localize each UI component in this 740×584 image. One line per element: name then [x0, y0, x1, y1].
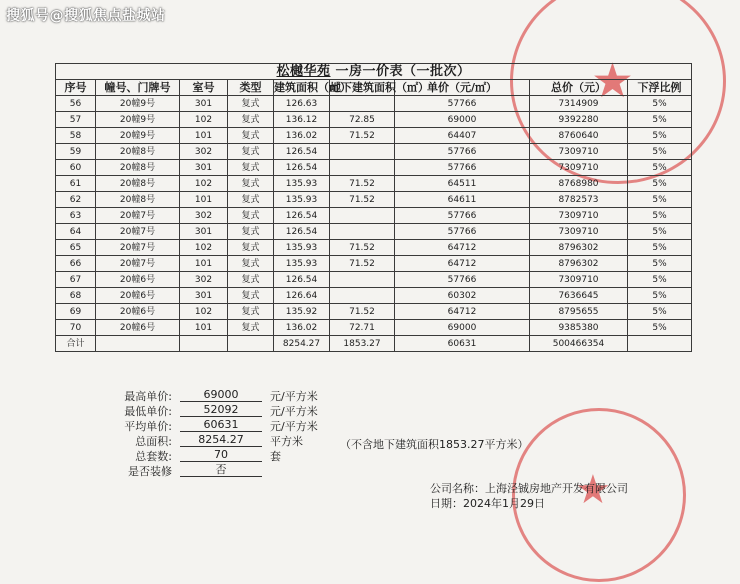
table-cell: [330, 96, 395, 112]
table-cell: 复式: [228, 96, 274, 112]
table-cell: 5%: [628, 160, 692, 176]
summary-value: 否: [180, 463, 262, 477]
table-cell: 7309710: [530, 272, 628, 288]
table-cell: 71.52: [330, 256, 395, 272]
table-cell: 71.52: [330, 128, 395, 144]
summary-value: 8254.27: [180, 433, 262, 447]
table-row: [56, 112, 692, 128]
area-note: （不含地下建筑面积1853.27平方米）: [340, 438, 529, 451]
table-cell: 7309710: [530, 144, 628, 160]
summary-label: 平均单价:: [124, 420, 172, 433]
table-cell: 302: [180, 272, 228, 288]
table-cell: 126.54: [274, 144, 330, 160]
table-cell: 71.52: [330, 304, 395, 320]
table-cell: 135.93: [274, 256, 330, 272]
table-cell: 301: [180, 96, 228, 112]
table-cell: 复式: [228, 240, 274, 256]
summary-unit: 平方米: [270, 435, 303, 448]
table-row: [56, 208, 692, 224]
table-cell: 68: [56, 288, 96, 304]
table-cell: 64511: [395, 176, 530, 192]
total-cell: [628, 336, 692, 352]
table-cell: 20幢6号: [96, 304, 180, 320]
table-cell: 65: [56, 240, 96, 256]
table-cell: 复式: [228, 320, 274, 336]
table-cell: 101: [180, 192, 228, 208]
table-cell: 复式: [228, 288, 274, 304]
table-title-text: 一房一价表（一批次）: [335, 63, 471, 79]
table-cell: 126.63: [274, 96, 330, 112]
table-cell: 20幢9号: [96, 128, 180, 144]
table-cell: 71.52: [330, 176, 395, 192]
table-cell: 101: [180, 320, 228, 336]
table-cell: 69000: [395, 112, 530, 128]
table-cell: 57766: [395, 144, 530, 160]
table-cell: 57766: [395, 224, 530, 240]
table-row: [56, 288, 692, 304]
column-header: 单价（元/㎡）: [395, 80, 530, 96]
table-cell: 复式: [228, 144, 274, 160]
table-row: [56, 160, 692, 176]
total-cell: 60631: [395, 336, 530, 352]
table-cell: 复式: [228, 208, 274, 224]
table-row: [56, 304, 692, 320]
table-cell: 7314909: [530, 96, 628, 112]
table-cell: 101: [180, 256, 228, 272]
table-cell: 9385380: [530, 320, 628, 336]
table-cell: 69: [56, 304, 96, 320]
table-cell: 5%: [628, 320, 692, 336]
table-cell: 126.54: [274, 224, 330, 240]
table-cell: 69000: [395, 320, 530, 336]
total-row: [56, 336, 692, 352]
company-info: [430, 481, 628, 511]
table-row: [56, 96, 692, 112]
total-cell: 合计: [56, 336, 96, 352]
table-cell: 7309710: [530, 208, 628, 224]
table-cell: 复式: [228, 224, 274, 240]
column-header: 下浮比例: [628, 80, 692, 96]
column-header: 幢号、门牌号: [96, 80, 180, 96]
table-cell: 复式: [228, 272, 274, 288]
table-cell: 57: [56, 112, 96, 128]
table-cell: 56: [56, 96, 96, 112]
watermark-text: 搜狐号@搜狐焦点盐城站: [6, 8, 166, 24]
table-cell: 126.54: [274, 272, 330, 288]
column-header: 序号: [56, 80, 96, 96]
table-cell: 20幢7号: [96, 240, 180, 256]
table-cell: 64712: [395, 240, 530, 256]
table-cell: 67: [56, 272, 96, 288]
seal-star-icon: ★: [591, 53, 635, 109]
table-cell: 301: [180, 224, 228, 240]
table-cell: 61: [56, 176, 96, 192]
table-cell: 复式: [228, 112, 274, 128]
table-cell: 5%: [628, 128, 692, 144]
table-cell: 72.85: [330, 112, 395, 128]
table-cell: 102: [180, 304, 228, 320]
table-cell: 20幢6号: [96, 272, 180, 288]
total-cell: 1853.27: [330, 336, 395, 352]
price-table: [55, 63, 692, 352]
table-cell: 8796302: [530, 256, 628, 272]
table-cell: 20幢9号: [96, 112, 180, 128]
table-row: [56, 240, 692, 256]
total-cell: [180, 336, 228, 352]
table-cell: [330, 272, 395, 288]
summary-label: 是否装修: [128, 465, 172, 478]
total-cell: [228, 336, 274, 352]
table-cell: 复式: [228, 304, 274, 320]
table-cell: 57766: [395, 208, 530, 224]
table-cell: 20幢8号: [96, 192, 180, 208]
table-cell: 60302: [395, 288, 530, 304]
table-cell: 20幢7号: [96, 224, 180, 240]
table-cell: 71.52: [330, 192, 395, 208]
table-cell: 126.54: [274, 160, 330, 176]
table-row: [56, 256, 692, 272]
column-header: 室号: [180, 80, 228, 96]
table-cell: [330, 208, 395, 224]
table-cell: 102: [180, 112, 228, 128]
table-cell: 7636645: [530, 288, 628, 304]
table-cell: 复式: [228, 160, 274, 176]
table-body: [56, 96, 692, 352]
table-cell: 5%: [628, 208, 692, 224]
table-cell: 64712: [395, 256, 530, 272]
table-cell: 102: [180, 240, 228, 256]
table-cell: 5%: [628, 240, 692, 256]
summary-unit: 元/平方米: [270, 390, 318, 403]
table-cell: 302: [180, 208, 228, 224]
table-cell: 20幢7号: [96, 256, 180, 272]
table-row: [56, 192, 692, 208]
summary-unit: 元/平方米: [270, 405, 318, 418]
table-cell: 5%: [628, 256, 692, 272]
table-cell: 20幢7号: [96, 208, 180, 224]
table-cell: 20幢9号: [96, 96, 180, 112]
table-row: [56, 128, 692, 144]
table-cell: 5%: [628, 176, 692, 192]
table-cell: 62: [56, 192, 96, 208]
table-cell: 5%: [628, 272, 692, 288]
table-cell: 8782573: [530, 192, 628, 208]
table-cell: 8760640: [530, 128, 628, 144]
table-cell: 5%: [628, 304, 692, 320]
total-cell: 8254.27: [274, 336, 330, 352]
company-name: 公司名称：上海泾铖房地产开发有限公司: [430, 482, 628, 495]
table-cell: [330, 224, 395, 240]
table-cell: 58: [56, 128, 96, 144]
table-cell: 126.64: [274, 288, 330, 304]
table-cell: 135.92: [274, 304, 330, 320]
table-cell: 136.02: [274, 128, 330, 144]
table-cell: 126.54: [274, 208, 330, 224]
table-cell: 57766: [395, 272, 530, 288]
table-cell: 135.93: [274, 176, 330, 192]
table-cell: [330, 288, 395, 304]
table-cell: 301: [180, 160, 228, 176]
column-header: 建筑面积（㎡）: [274, 80, 351, 94]
summary-value: 60631: [180, 418, 262, 432]
table-cell: 102: [180, 176, 228, 192]
table-cell: 59: [56, 144, 96, 160]
column-header: 总价（元）: [530, 80, 628, 96]
summary-value: 69000: [180, 388, 262, 402]
table-cell: 136.12: [274, 112, 330, 128]
table-cell: 8768980: [530, 176, 628, 192]
table-cell: 70: [56, 320, 96, 336]
table-cell: 101: [180, 128, 228, 144]
table-cell: 64712: [395, 304, 530, 320]
seal-star-icon: ★: [575, 467, 611, 513]
table-cell: 301: [180, 288, 228, 304]
table-cell: 5%: [628, 112, 692, 128]
table-row: [56, 144, 692, 160]
table-cell: 63: [56, 208, 96, 224]
table-cell: 135.93: [274, 240, 330, 256]
summary-unit: 元/平方米: [270, 420, 318, 433]
summary-label: 总套数:: [135, 450, 172, 463]
table-row: [56, 224, 692, 240]
summary-label: 总面积:: [135, 435, 172, 448]
project-name: 松樾华苑: [276, 63, 331, 79]
table-cell: 5%: [628, 224, 692, 240]
column-header: 地下建筑面积（㎡）: [330, 80, 429, 94]
table-cell: 64: [56, 224, 96, 240]
table-cell: 复式: [228, 256, 274, 272]
table-cell: [330, 144, 395, 160]
summary-value: 70: [180, 448, 262, 462]
table-cell: 8796302: [530, 240, 628, 256]
table-cell: 71.52: [330, 240, 395, 256]
table-cell: 66: [56, 256, 96, 272]
table-cell: 64611: [395, 192, 530, 208]
table-cell: 5%: [628, 144, 692, 160]
table-cell: 20幢8号: [96, 144, 180, 160]
summary-label: 最高单价:: [124, 390, 172, 403]
table-cell: 5%: [628, 288, 692, 304]
table-cell: 135.93: [274, 192, 330, 208]
table-cell: 60: [56, 160, 96, 176]
table-cell: 5%: [628, 192, 692, 208]
table-cell: 20幢8号: [96, 160, 180, 176]
table-row: [56, 272, 692, 288]
table-cell: 136.02: [274, 320, 330, 336]
total-cell: 500466354: [530, 336, 628, 352]
price-sheet: [55, 63, 691, 352]
table-cell: 7309710: [530, 160, 628, 176]
table-row: [56, 176, 692, 192]
table-cell: [330, 160, 395, 176]
table-cell: 5%: [628, 96, 692, 112]
table-cell: 9392280: [530, 112, 628, 128]
column-header: 类型: [228, 80, 274, 96]
header-row: [56, 80, 692, 96]
table-cell: 20幢6号: [96, 288, 180, 304]
table-cell: 7309710: [530, 224, 628, 240]
summary-label: 最低单价:: [124, 405, 172, 418]
table-cell: 复式: [228, 192, 274, 208]
table-cell: 20幢8号: [96, 176, 180, 192]
table-row: [56, 320, 692, 336]
summary-value: 52092: [180, 403, 262, 417]
table-cell: 复式: [228, 176, 274, 192]
total-cell: [96, 336, 180, 352]
summary-unit: 套: [270, 450, 281, 463]
table-cell: 72.71: [330, 320, 395, 336]
table-cell: 20幢6号: [96, 320, 180, 336]
table-cell: 57766: [395, 96, 530, 112]
table-cell: 复式: [228, 128, 274, 144]
table-title: [56, 64, 692, 80]
table-cell: 57766: [395, 160, 530, 176]
table-cell: 64407: [395, 128, 530, 144]
document-date: 日期：2024年1月29日: [430, 497, 545, 510]
table-cell: 8795655: [530, 304, 628, 320]
table-cell: 302: [180, 144, 228, 160]
